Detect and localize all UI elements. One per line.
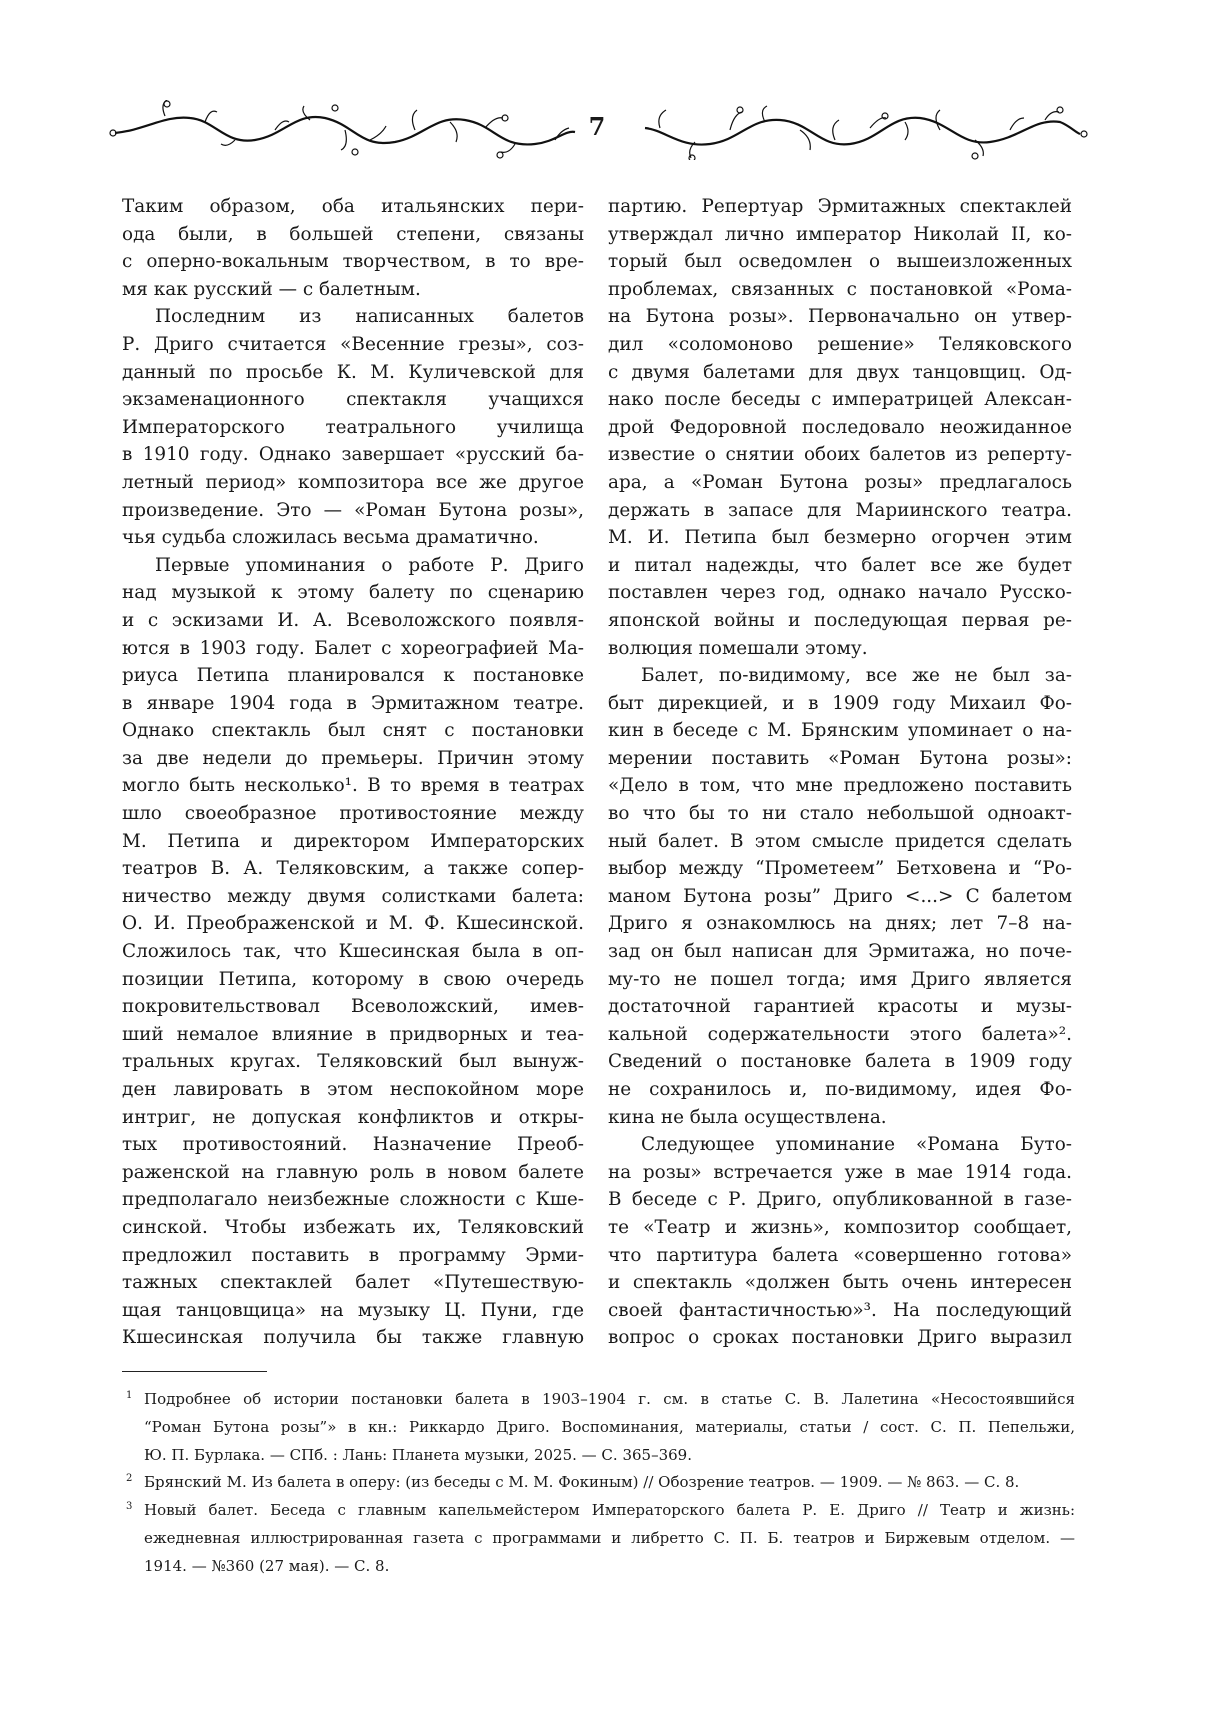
text-line: Дриго я ознакомлюсь на днях; лет 7–8 на- <box>608 913 1072 935</box>
footnote-text: “Роман Бутона розы”» в кн.: Риккардо Дриго. Воспоминания, материалы, статьи / сост. С. П. Пепельжи, <box>144 1417 1075 1436</box>
footnote-line <box>122 1386 1075 1414</box>
footnote-text: Подробнее об истории постановки балета в 1903–1904 г. см. в статье С. В. Лалетина «Несостоявшийся <box>144 1390 1075 1408</box>
paragraph <box>608 1131 1072 1352</box>
footnote-text: Брянский М. Из балета в оперу: (из беседы с М. М. Фокиным) // Обозрение театров. — 1909. — № 863. — С. 8. <box>144 1473 1020 1492</box>
text-line: покровительствовал Всеволожский, имев- <box>122 996 584 1018</box>
paragraph <box>608 193 1072 662</box>
text-line: шло своеобразное противостояние между <box>122 803 584 825</box>
text-column-right <box>608 193 1072 1352</box>
text-line: кина не была осуществлена. <box>608 1106 887 1128</box>
text-line: мя как русский — с балетным. <box>122 278 421 300</box>
footnote <box>122 1386 1075 1469</box>
text-line: предложил поставить в программу Эрми- <box>122 1244 584 1266</box>
footnote-marker: 1 <box>126 1390 133 1401</box>
text-line: торый был осведомлен о вышеизложенных <box>608 251 1072 273</box>
text-line: ден лавировать в этом неспокойном море <box>122 1079 584 1100</box>
text-line: на розы» встречается уже в мае 1914 года. <box>608 1161 1072 1183</box>
footnote-line <box>122 1442 1075 1470</box>
text-line: М. Петипа и директором Императорских <box>122 830 584 852</box>
footnote-line <box>122 1414 1075 1442</box>
text-line: с двумя балетами для двух танцовщиц. Од- <box>608 361 1072 383</box>
text-line: известие о снятии обоих балетов из реперту- <box>608 444 1072 466</box>
text-line: за две недели до премьеры. Причин этому <box>122 747 584 769</box>
text-line: ный балет. В этом смысле придется сделать <box>608 830 1072 852</box>
text-line: на Бутона розы». Первоначально он утвер- <box>608 306 1072 328</box>
vine-ornament-left <box>105 100 580 160</box>
text-line: чья судьба сложилась весьма драматично. <box>122 527 539 549</box>
text-line: японской войны и последующая первая ре- <box>608 609 1072 631</box>
text-line: Следующее упоминание «Романа Буто- <box>641 1134 1072 1156</box>
text-line: могло быть несколько¹. В то время в театрах <box>122 775 584 797</box>
text-line: тых противостояний. Назначение Преоб- <box>122 1134 584 1156</box>
footnotes <box>122 1386 1075 1581</box>
text-line: театров В. А. Теляковским, а также сопер- <box>122 858 584 880</box>
footnote-text: Новый балет. Беседа с главным капельмейстером Императорского балета Р. Е. Дриго // Театр и жизнь: <box>144 1501 1075 1520</box>
text-line: поставлен через год, однако начало Русско- <box>608 582 1072 604</box>
vine-ornament-right <box>640 100 1090 160</box>
text-line: интриг, не допуская конфликтов и откры- <box>122 1106 584 1128</box>
text-line: ший немалое влияние в придворных и теа- <box>122 1023 584 1045</box>
text-line: В беседе с Р. Дриго, опубликованной в газе- <box>608 1189 1072 1211</box>
text-line: Р. Дриго считается «Весенние грезы», соз- <box>122 333 584 355</box>
paragraph <box>122 193 584 303</box>
text-line: маном Бутона розы” Дриго <...> С балетом <box>608 885 1072 907</box>
text-line: над музыкой к этому балету по сценарию <box>122 582 584 604</box>
text-line: в январе 1904 года в Эрмитажном театре. <box>122 692 584 714</box>
text-line: Императорского театрального училища <box>122 416 584 438</box>
text-line: те «Театр и жизнь», композитор сообщает, <box>608 1216 1072 1238</box>
text-line: ются в 1903 году. Балет с хореографией Ма- <box>122 637 584 659</box>
paragraph <box>122 303 584 551</box>
text-line: О. И. Преображенской и М. Ф. Кшесинской. <box>122 913 584 935</box>
text-line: му-то не пошел тогда; имя Дриго является <box>608 968 1072 990</box>
text-line: проблемах, связанных с постановкой «Рома- <box>608 278 1072 300</box>
text-line: зад он был написан для Эрмитажа, но поче- <box>608 941 1072 963</box>
text-line: ара, а «Роман Бутона розы» предлагалось <box>608 471 1072 493</box>
footnote-marker: 2 <box>126 1473 133 1485</box>
text-line: «Дело в том, что мне предложено поставить <box>608 775 1072 797</box>
paragraph <box>122 552 584 1352</box>
text-line: произведение. Это — «Роман Бутона розы», <box>122 499 584 521</box>
footnote <box>122 1497 1075 1580</box>
footnote-line <box>122 1525 1075 1553</box>
footnote-marker: 3 <box>126 1501 133 1513</box>
text-line: данный по просьбе К. М. Куличевской для <box>122 361 584 383</box>
text-line: мерении поставить «Роман Бутона розы»: <box>608 747 1072 769</box>
page-number: 7 <box>588 112 606 141</box>
text-line: Таким образом, оба итальянских пери- <box>122 196 584 217</box>
text-line: утверждал лично император Николай II, ко- <box>608 223 1072 245</box>
text-line: кальной содержательности этого балета»². <box>608 1023 1072 1045</box>
footnote <box>122 1469 1075 1497</box>
text-line: с оперно-вокальным творчеством, в то вре- <box>122 251 584 273</box>
text-line: Последним из написанных балетов <box>155 306 584 328</box>
text-line: партию. Репертуар Эрмитажных спектаклей <box>608 196 1072 217</box>
paragraph <box>608 662 1072 1131</box>
text-line: М. И. Петипа был безмерно огорчен этим <box>608 527 1072 549</box>
text-line: синской. Чтобы избежать их, Теляковский <box>122 1216 584 1238</box>
footnote-text: Ю. П. Бурлака. — СПб. : Лань: Планета музыки, 2025. — С. 365–369. <box>144 1445 692 1464</box>
text-line: риуса Петипа планировался к постановке <box>122 665 584 687</box>
footnote-line <box>122 1553 1075 1581</box>
text-line: что партитура балета «совершенно готова» <box>608 1244 1072 1266</box>
text-line: Балет, по-видимому, все же не был за- <box>641 665 1072 687</box>
text-line: ничество между двумя солистками балета: <box>122 885 584 907</box>
text-line: нако после беседы с императрицей Алексан- <box>608 389 1072 411</box>
text-line: Сведений о постановке балета в 1909 году <box>608 1051 1072 1073</box>
text-line: держать в запасе для Мариинского театра. <box>608 499 1072 521</box>
text-line: волюция помешали этому. <box>608 637 868 659</box>
text-line: экзаменационного спектакля учащихся <box>122 389 584 411</box>
text-line: и с эскизами И. А. Всеволожского появля- <box>122 609 584 631</box>
text-line: тральных кругах. Теляковский был вынуж- <box>122 1051 584 1073</box>
footnote-divider <box>122 1371 267 1372</box>
footnote-text: 1914. — №360 (27 мая). — С. 8. <box>144 1556 390 1575</box>
text-line: не сохранилось и, по-видимому, идея Фо- <box>608 1079 1072 1100</box>
text-line: летный период» композитора все же другое <box>122 471 584 493</box>
text-line: раженской на главную роль в новом балете <box>122 1161 584 1183</box>
text-line: Кшесинская получила бы также главную <box>122 1327 584 1349</box>
text-line: щая танцовщица» на музыку Ц. Пуни, где <box>122 1299 584 1321</box>
text-line: дил «соломоново решение» Теляковского <box>608 333 1072 355</box>
text-line: Первые упоминания о работе Р. Дриго <box>155 554 584 576</box>
text-column-left <box>122 193 584 1352</box>
text-line: быт дирекцией, и в 1909 году Михаил Фо- <box>608 692 1072 714</box>
footnote-line <box>122 1469 1075 1497</box>
text-line: вопрос о сроках постановки Дриго выразил <box>608 1327 1072 1349</box>
text-line: позиции Петипа, которому в свою очередь <box>122 968 584 990</box>
text-line: достаточной гарантией красоты и музы- <box>608 996 1072 1018</box>
text-line: во что бы то ни стало небольшой одноакт- <box>608 803 1072 825</box>
text-line: выбор между “Прометеем” Бетховена и “Ро- <box>608 858 1072 880</box>
text-line: ода были, в большей степени, связаны <box>122 223 584 245</box>
text-line: Однако спектакль был снят с постановки <box>122 720 584 742</box>
text-line: и спектакль «должен быть очень интересен <box>608 1272 1072 1294</box>
text-line: в 1910 году. Однако завершает «русский ба- <box>122 444 584 466</box>
text-line: и питал надежды, что балет все же будет <box>608 554 1072 576</box>
footnote-line <box>122 1497 1075 1525</box>
text-line: предполагало неизбежные сложности с Кше- <box>122 1189 584 1211</box>
text-line: своей фантастичностью»³. На последующий <box>608 1299 1072 1321</box>
text-line: тажных спектаклей балет «Путешествую- <box>122 1272 584 1294</box>
text-line: Сложилось так, что Кшесинская была в оп- <box>122 941 584 963</box>
text-line: кин в беседе с М. Брянским упоминает о на- <box>608 720 1072 742</box>
footnote-text: ежедневная иллюстрированная газета с программами и либретто С. П. Б. театров и Биржевым отделом. — <box>144 1528 1075 1547</box>
text-line: дрой Федоровной последовало неожиданное <box>608 416 1072 438</box>
